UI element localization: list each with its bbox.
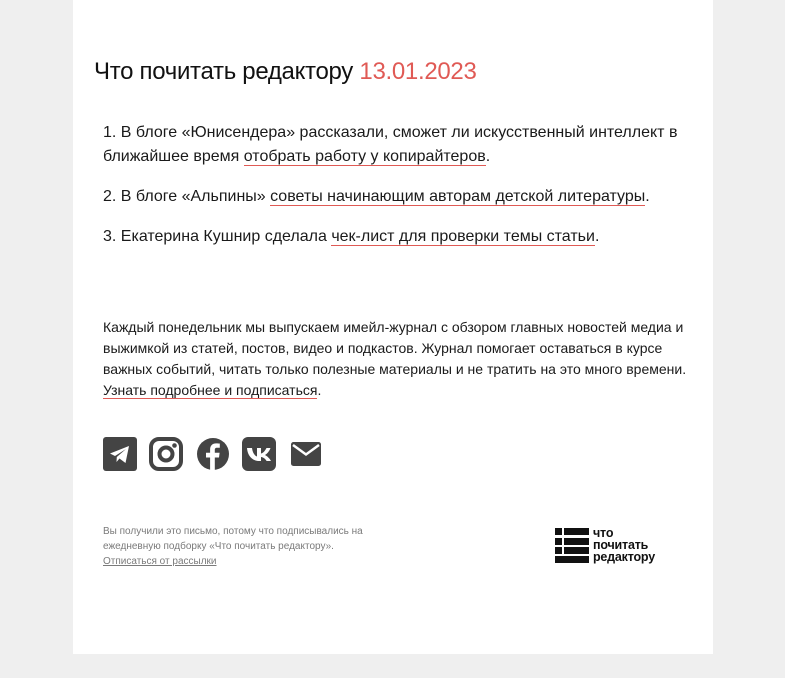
article-link[interactable]: чек-лист для проверки темы статьи (331, 228, 595, 245)
list-item (103, 185, 683, 209)
item-punct: . (594, 228, 600, 245)
email-icon[interactable] (289, 437, 323, 471)
item-text: 3. Екатерина Кушнир сделала (103, 228, 332, 245)
brand-logo[interactable] (555, 527, 685, 565)
page-title (94, 58, 477, 86)
telegram-icon[interactable] (103, 437, 137, 471)
item-punct: . (645, 188, 650, 205)
logo-line: редактору (593, 550, 655, 564)
title-text: Что почитать редактору (94, 58, 354, 85)
list-item (103, 225, 683, 249)
about-text: Каждый понедельник мы выпускаем имейл-журнал с обзором главных новостей медиа и выжимкой из статей, постов, видео и подкастов. Журнал помогает оставаться в курсе важных событий, читать только полезные материалы и не тратить на это много времени. (103, 319, 687, 377)
about-paragraph (103, 317, 688, 401)
facebook-icon[interactable] (196, 437, 230, 471)
article-link[interactable]: отобрать работу у копирайтеров (243, 148, 486, 165)
item-text: 1. В блоге «Юнисендера» рассказали, сможет ли искусственный интеллект в ближайшее время (103, 124, 678, 165)
social-links (103, 437, 331, 471)
email-card (73, 0, 713, 654)
logo-mark-icon (555, 528, 589, 563)
vk-icon[interactable] (242, 437, 276, 471)
logo-line: что (593, 526, 614, 540)
issue-date: 13.01.2023 (359, 58, 477, 85)
article-link[interactable]: советы начинающим авторам детской литературы (270, 188, 646, 205)
notice-text: Вы получили это письмо, потому что подписывались на ежедневную подборку «Что почитать редактору». (103, 526, 363, 552)
instagram-icon[interactable] (149, 437, 183, 471)
item-punct: . (485, 148, 491, 165)
list-item (103, 121, 683, 169)
logo-line: почитать (593, 538, 649, 552)
about-punct: . (317, 382, 322, 398)
item-text: 2. В блоге «Альпины» (103, 188, 271, 205)
article-list (103, 121, 683, 265)
footer-notice (103, 524, 393, 569)
logo-wordmark (593, 527, 655, 563)
subscribe-link[interactable]: Узнать подробнее и подписаться (103, 382, 318, 398)
unsubscribe-link[interactable]: Отписаться от рассылки (103, 556, 217, 567)
